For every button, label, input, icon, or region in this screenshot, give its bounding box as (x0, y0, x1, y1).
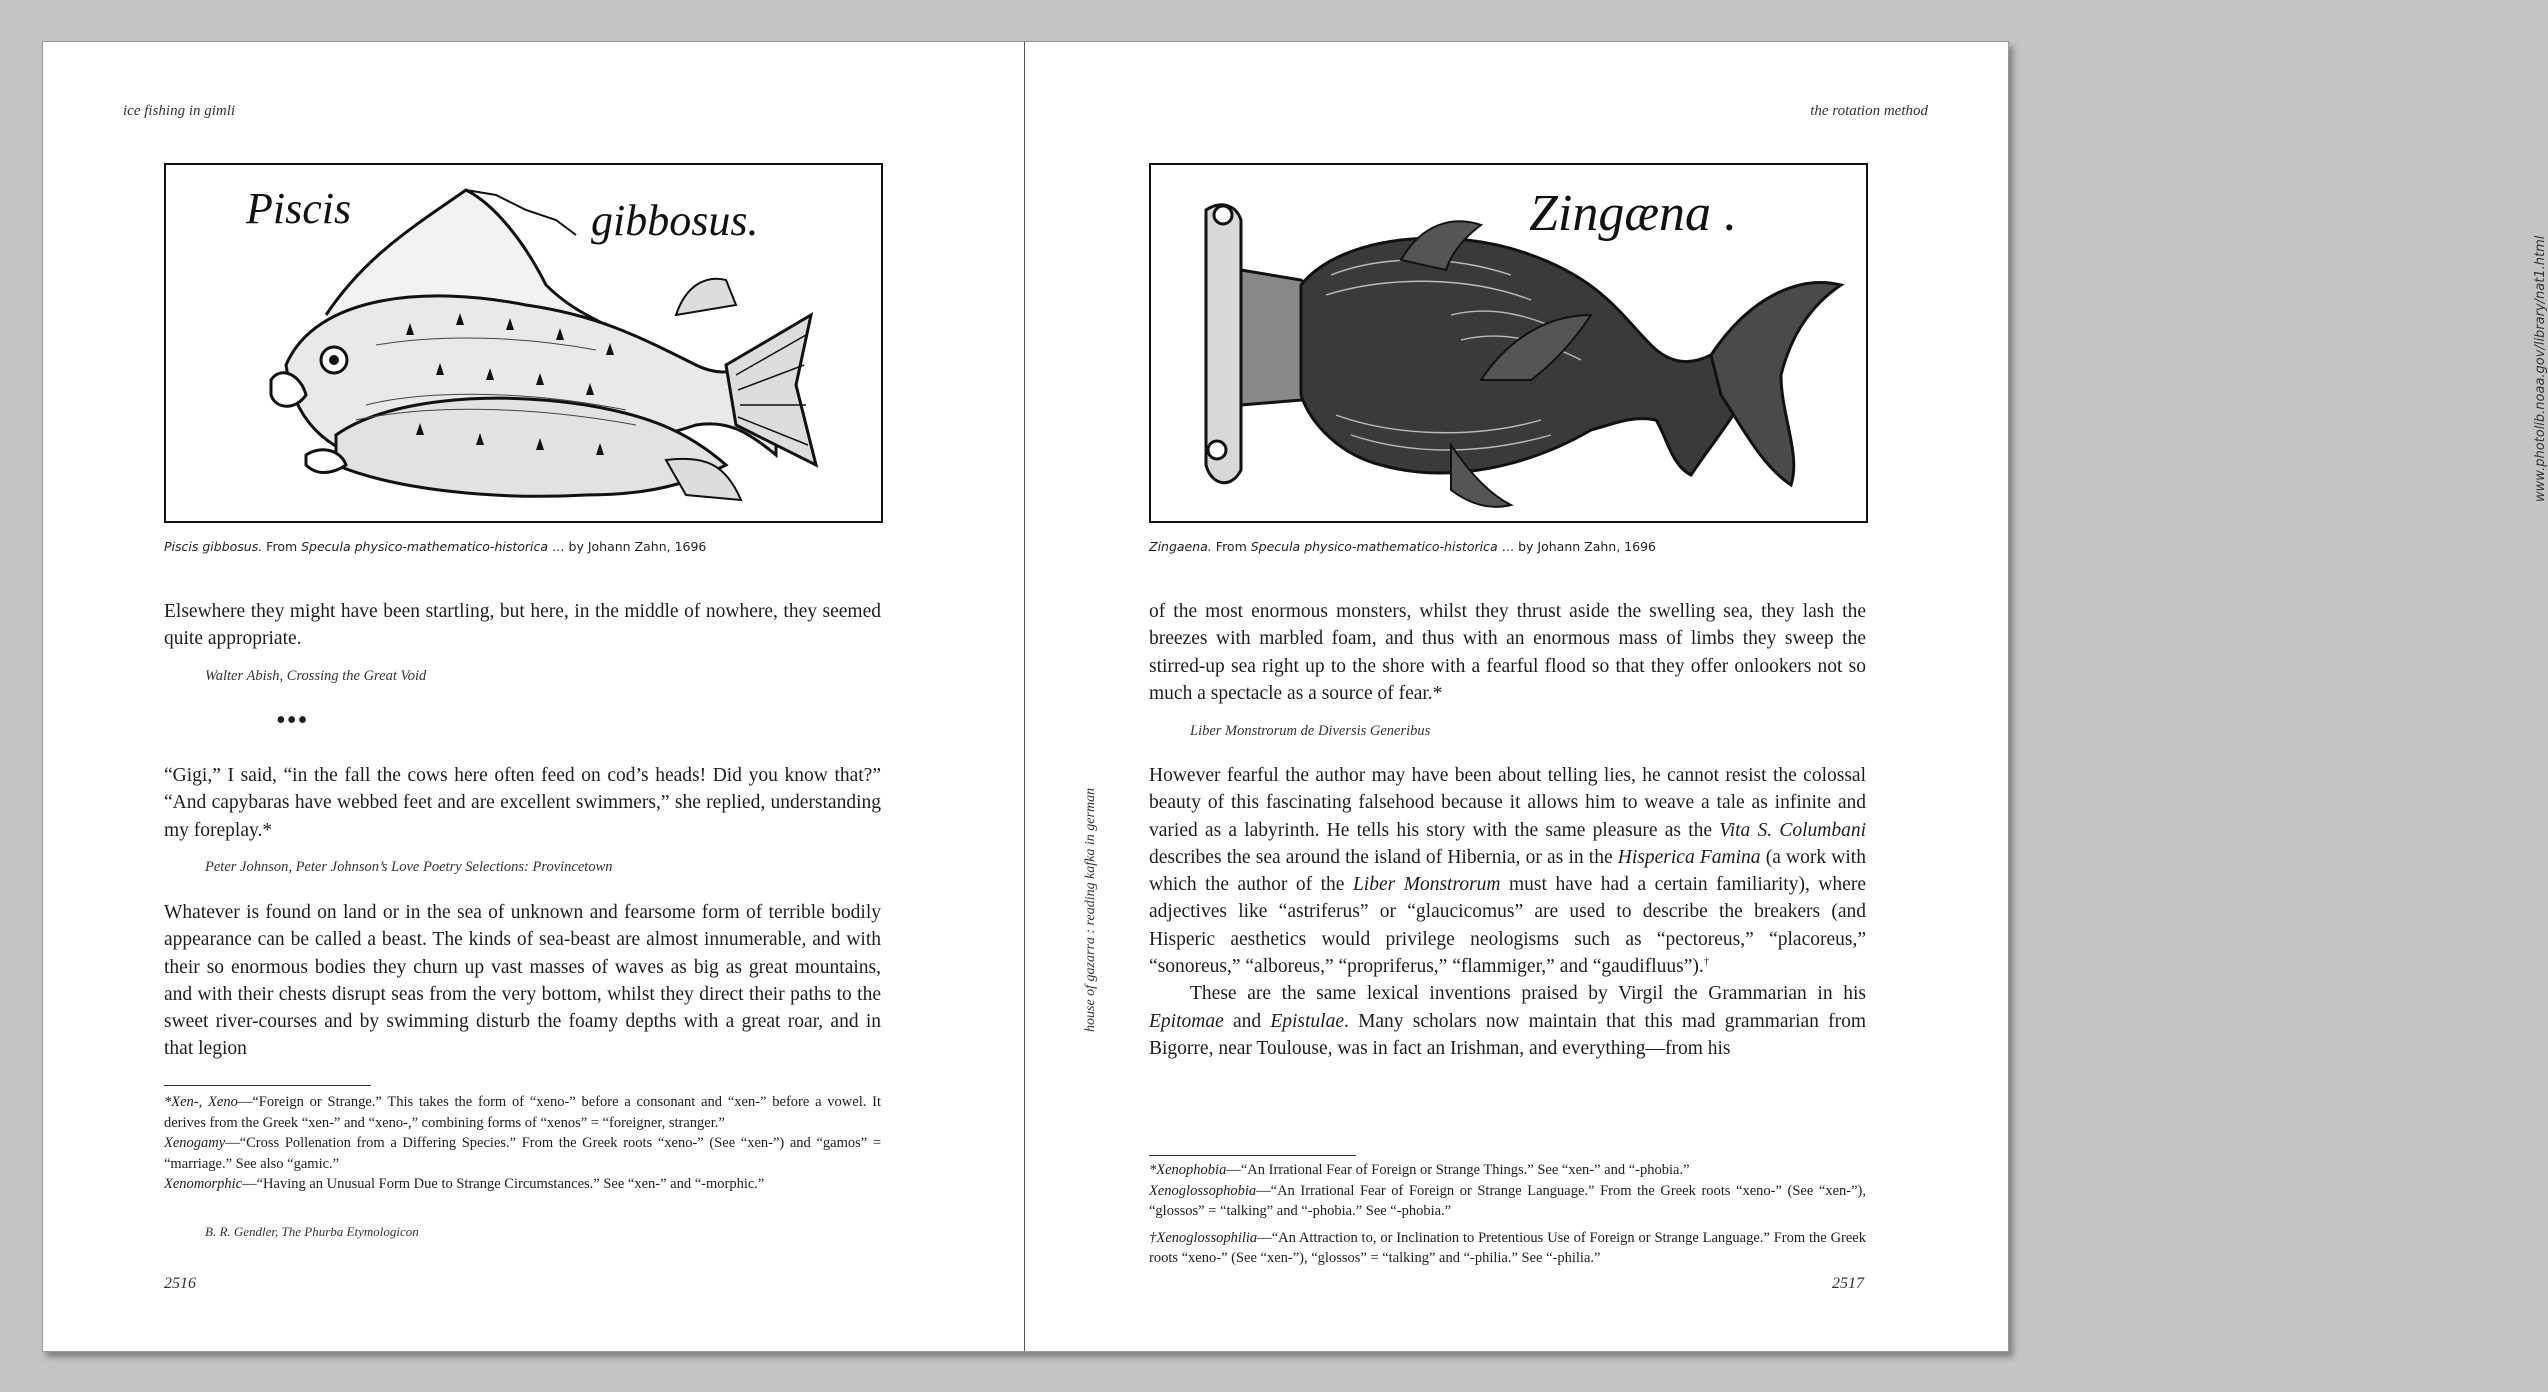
figure-caption-left (164, 539, 706, 554)
footnote-text: —“Cross Pollenation from a Differing Species.” From the Greek roots “xeno-” (See “xen-”) and “gamos” = “marriage.” See also “gamic.” (164, 1135, 881, 1172)
body-italic-span: Hisperica Famina (1617, 846, 1761, 868)
footnote-term: †Xenoglossophilia (1149, 1229, 1258, 1246)
footnote-item (1149, 1228, 1866, 1269)
quote-continuation (1149, 598, 1866, 707)
footnote-item (1149, 1181, 1866, 1222)
body-text-span: and (1223, 1010, 1271, 1032)
footnote-term: *Xenophobia (1149, 1162, 1227, 1178)
footnote-term: Xenomorphic (164, 1176, 243, 1192)
footnote-item (164, 1133, 881, 1174)
caption-name: Zingaena. (1149, 539, 1212, 554)
quote-3-text: Whatever is found on land or in the sea of unknown and fearsome form of terrible bodily appearance can be called a beast. The kinds of sea-beast are almost innumerable, and with their so enormous bodies they churn up vast masses of waves as big as great mountains, and with their chests disrupt seas from the very bottom, whilst they direct their paths to the sweet river-courses and by swimming disturb the foamy depths with a great roar, and in that legion (164, 902, 881, 1060)
footnote-mark: † (1703, 955, 1710, 968)
figure-piscis-gibbosus (164, 163, 883, 523)
epigraph-attribution-right: Liber Monstrorum de Diversis Generibus (1190, 723, 1431, 739)
footnote-rule-left (164, 1085, 371, 1086)
body-text-span: . Many scholars now maintain that this mad grammarian from Bigorre, near Toulouse, was in fact an Irishman, and everything—from his (1149, 1010, 1867, 1059)
image-source-url: www.photolib.noaa.gov/library/nat1.html (2533, 235, 2548, 502)
body-italic-span: Vita S. Columbani (1719, 819, 1866, 841)
caption-from: From (262, 539, 302, 554)
caption-from: From (1211, 539, 1251, 554)
footnote-item (164, 1092, 881, 1133)
body-text-span: These are the same lexical inventions praised by Virgil the Grammarian in his (1190, 983, 1866, 1005)
footnotes-right (1149, 1160, 1866, 1269)
body-italic-span: Epistulae (1270, 1010, 1344, 1032)
body-paragraph-1 (1149, 762, 1866, 980)
caption-source: Specula physico-mathematico-historica (301, 539, 549, 554)
figure-caption-right (1149, 539, 1656, 554)
footnote-text: —“Having an Unusual Form Due to Strange Circumstances.” See “xen-” and “-morphic.” (242, 1176, 765, 1192)
section-ornament: ••• (276, 705, 309, 736)
epigraph-attribution-1: Walter Abish, Crossing the Great Void (205, 668, 427, 684)
epigraph-quote-2 (164, 762, 881, 844)
footnote-item (164, 1174, 881, 1195)
running-head-left: ice fishing in gimli (123, 103, 236, 119)
body-text-span: However fearful the author may have been about telling lies, he cannot resist the colossal beauty of this fascinating falsehood because it allows him to weave a tale as infinite and varied as a labyrinth. He tells his story with the same pleasure as the (1149, 765, 1866, 841)
footnote-term: *Xen-, Xeno (164, 1094, 238, 1110)
quote-continuation-text: of the most enormous monsters, whilst they thrust aside the swelling sea, they lash the breezes with marbled foam, and thus with an enormous mass of limbs they sweep the stirred-up sea right up to the shore with a fearful flood so that they offer onlookers not so much a spectacle as a source of fear.* (1149, 601, 1866, 704)
footnote-text: —“An Irrational Fear of Foreign or Strange Language.” From the Greek roots “xeno-” (See “xen-”), “glossos” = “talking” and “-phobia.” See “-phobia.” (1149, 1182, 1866, 1219)
footnotes-left (164, 1092, 881, 1195)
page-number-right: 2517 (1832, 1275, 1864, 1292)
running-head-right: the rotation method (1810, 103, 1928, 119)
figure-zingaena (1149, 163, 1868, 523)
figure-title-word1: Piscis (246, 184, 352, 233)
book-spread (42, 41, 2548, 1352)
piscis-gibbosus-illustration (166, 165, 881, 521)
quote-1-text: Elsewhere they might have been startling, but here, in the middle of nowhere, they seemed quite appropriate. (164, 601, 881, 650)
right-page (1025, 42, 2548, 1351)
caption-rest: … by Johann Zahn, 1696 (1497, 539, 1656, 554)
caption-source: Specula physico-mathematico-historica (1250, 539, 1498, 554)
side-title-vertical: house of gazarra : reading kafka in german (1083, 787, 1098, 1032)
footnote-text: —“An Attraction to, or Inclination to Pretentious Use of Foreign or Strange Language.” From the Greek roots “xeno-” (See “xen-”), “glossos” = “talking” and “-philia.” See “-philia.” (1149, 1229, 1866, 1266)
quote-2-text: “Gigi,” I said, “in the fall the cows here often feed on cod’s heads! Did you know that?” “And capybaras have webbed feet and are excellent swimmers,” she replied, understanding my foreplay.* (164, 765, 881, 841)
footnote-attribution-left: B. R. Gendler, The Phurba Etymologicon (205, 1224, 419, 1239)
footnote-text: —“An Irrational Fear of Foreign or Strange Things.” See “xen-” and “-phobia.” (1226, 1162, 1690, 1178)
body-text-right (1149, 762, 1866, 1062)
body-text-span: describes the sea around the island of Hibernia, or as in the (1149, 846, 1618, 868)
left-page (43, 42, 1024, 1351)
zingaena-illustration (1151, 165, 1866, 521)
page-number-left: 2516 (164, 1275, 196, 1292)
footnote-text: —“Foreign or Strange.” This takes the form of “xeno-” before a consonant and “xen-” before a vowel. It derives from the Greek “xen-” and “xeno-,” combining forms of “xenos” = “foreigner, stranger.” (164, 1094, 881, 1131)
body-text-span: must have had a certain familiarity), where adjectives like “astriferus” or “glaucicomus” are used to describe the breakers (and Hisperic aesthetics would privilege neologisms such as “pectoreus,” “placoreus,” “sonoreus,” “alboreus,” “propriferus,” “flammiger,” and “gaudifluus”). (1149, 874, 1866, 978)
caption-name: Piscis gibbosus. (164, 539, 263, 554)
figure-title-word2: gibbosus. (591, 196, 759, 245)
epigraph-attribution-2: Peter Johnson, Peter Johnson’s Love Poetry Selections: Provincetown (205, 859, 613, 875)
footnote-rule-right (1149, 1155, 1356, 1156)
figure-title: Zingæna . (1529, 185, 1738, 242)
body-text-left (164, 899, 881, 1063)
footnote-term: Xenogamy (164, 1135, 226, 1151)
body-paragraph-2 (1149, 980, 1866, 1062)
caption-rest: … by Johann Zahn, 1696 (548, 539, 707, 554)
body-italic-span: Epitomae (1149, 1010, 1224, 1032)
body-italic-span: Liber Monstrorum (1352, 874, 1501, 896)
footnote-term: Xenoglossophobia (1149, 1182, 1257, 1199)
body-text-span: (a work with which the author of the (1149, 846, 1866, 896)
epigraph-quote-1 (164, 598, 881, 653)
footnote-item (1149, 1160, 1866, 1181)
